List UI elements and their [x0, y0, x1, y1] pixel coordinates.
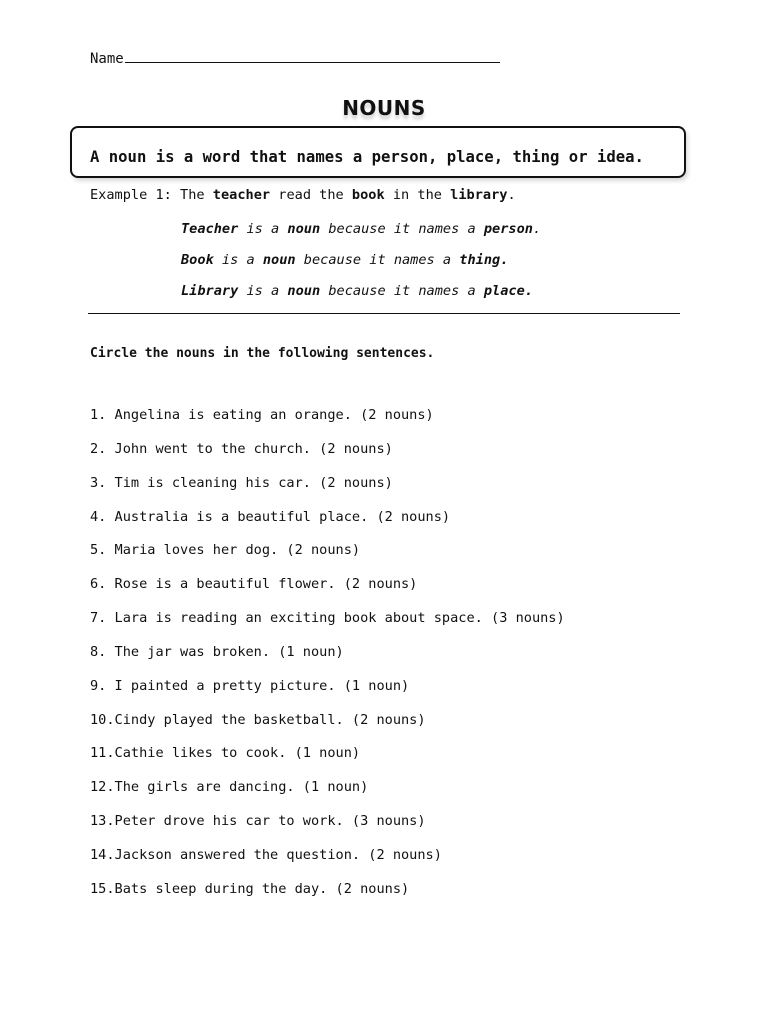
explanation-teacher: [181, 221, 541, 237]
explanation-category: place.: [483, 283, 533, 299]
explanation-text: because it names a: [320, 221, 484, 237]
page-title: NOUNS: [342, 96, 426, 120]
explanation-word: Library: [181, 283, 239, 299]
sentence-item: 1. Angelina is eating an orange. (2 nouns): [90, 407, 434, 423]
explanation-text: is a: [238, 221, 288, 237]
example-noun-teacher: teacher: [212, 187, 271, 203]
example-part: read the: [270, 187, 352, 203]
sentence-item: 9. I painted a pretty picture. (1 noun): [90, 678, 410, 694]
sentence-item: 15.Bats sleep during the day. (2 nouns): [90, 881, 410, 897]
explanation-noun: noun: [287, 283, 321, 299]
sentence-item: 14.Jackson answered the question. (2 nouns): [90, 847, 442, 863]
explanation-text: because it names a: [320, 283, 484, 299]
sentence-item: 8. The jar was broken. (1 noun): [90, 644, 344, 660]
sentence-item: 4. Australia is a beautiful place. (2 nouns): [90, 509, 451, 525]
sentence-item: 3. Tim is cleaning his car. (2 nouns): [90, 475, 393, 491]
explanation-library: [181, 283, 533, 299]
example-sentence: [90, 187, 516, 203]
example-noun-library: library: [450, 187, 508, 203]
sentence-item: 7. Lara is reading an exciting book about space. (3 nouns): [90, 610, 565, 626]
name-underline: [125, 48, 500, 63]
explanation-text: because it names a: [295, 252, 460, 268]
explanation-noun: noun: [262, 252, 296, 268]
example-part: in the: [384, 187, 451, 203]
example-part: The: [180, 187, 213, 203]
example-label: Example 1:: [90, 187, 181, 203]
sentence-item: 13.Peter drove his car to work. (3 nouns): [90, 813, 426, 829]
sentence-item: 10.Cindy played the basketball. (2 nouns): [90, 712, 426, 728]
example-noun-book: book: [351, 187, 385, 203]
name-label: Name: [90, 51, 124, 67]
explanation-text: is a: [238, 283, 288, 299]
example-part: .: [507, 187, 516, 203]
section-divider: [88, 313, 680, 314]
explanation-book: [181, 252, 508, 268]
name-field: [90, 48, 500, 67]
sentence-item: 11.Cathie likes to cook. (1 noun): [90, 745, 361, 761]
explanation-noun: noun: [287, 221, 321, 237]
sentence-item: 6. Rose is a beautiful flower. (2 nouns): [90, 576, 418, 592]
sentence-item: 5. Maria loves her dog. (2 nouns): [90, 542, 361, 558]
explanation-word: Teacher: [181, 221, 239, 237]
explanation-text: is a: [213, 252, 263, 268]
explanation-category: thing.: [459, 252, 509, 268]
explanation-category: person: [483, 221, 533, 237]
explanation-word: Book: [181, 252, 214, 268]
sentence-item: 2. John went to the church. (2 nouns): [90, 441, 393, 457]
definition-text: A noun is a word that names a person, place, thing or idea.: [90, 148, 644, 166]
instruction-text: Circle the nouns in the following sentences.: [90, 346, 435, 361]
sentence-item: 12.The girls are dancing. (1 noun): [90, 779, 369, 795]
explanation-end: .: [532, 221, 542, 237]
